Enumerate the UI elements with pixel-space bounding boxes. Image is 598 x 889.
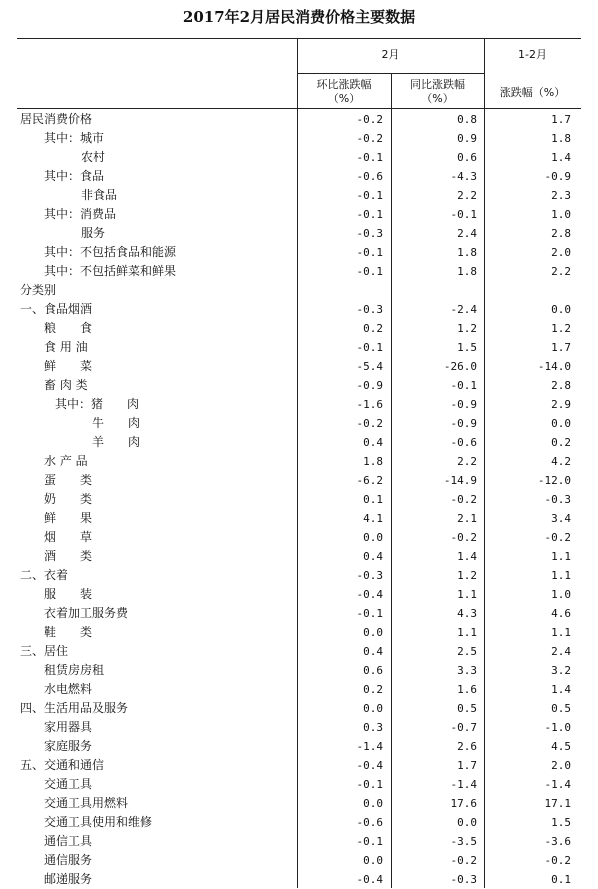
table-row [17,186,581,205]
row-ytd-value: -0.9 [544,170,571,183]
row-mom-value: 0.0 [363,797,383,810]
row-yoy-value: 1.2 [457,322,477,335]
row-label: 五、交通和通信 [20,758,105,772]
table-row [17,224,581,243]
row-yoy-value: -0.2 [450,493,477,506]
table-row [17,566,581,585]
row-yoy-value: 2.1 [457,512,477,525]
row-mom-value: 0.3 [363,721,383,734]
row-yoy-value: 0.6 [457,151,477,164]
row-label: 牛 肉 [92,416,141,430]
row-ytd-value: 1.2 [551,322,571,335]
table-row [17,205,581,224]
row-yoy-value: -0.1 [450,379,477,392]
row-mom-value: -0.1 [356,835,383,848]
row-ytd-value: -14.0 [537,360,571,373]
row-mom-value: 0.4 [363,550,383,563]
row-label: 其中：不包括鲜菜和鲜果 [44,264,177,278]
table-row [17,661,581,680]
row-ytd-value: 1.8 [551,132,571,145]
row-mom-value: -0.1 [356,607,383,620]
table-row [17,832,581,851]
row-yoy-value: 1.7 [457,759,477,772]
row-yoy-value: -0.2 [450,854,477,867]
row-ytd-value: 2.8 [551,379,571,392]
row-mom-value: -0.9 [356,379,383,392]
table-row [17,262,581,281]
header-yoy [391,78,484,106]
row-mom-value: 4.1 [363,512,383,525]
table-title: 2017年2月居民消费价格主要数据 [182,8,416,26]
row-yoy-value: 0.8 [457,113,477,126]
header-bottom-border [17,108,581,109]
row-mom-value: -0.6 [356,816,383,829]
row-ytd-value: -0.2 [544,854,571,867]
table-row [17,490,581,509]
row-ytd-value: -0.2 [544,531,571,544]
row-ytd-value: 1.7 [551,113,571,126]
row-yoy-value: 2.2 [457,189,477,202]
row-mom-value: 1.8 [363,455,383,468]
row-yoy-value: 1.8 [457,265,477,278]
row-mom-value: -0.1 [356,189,383,202]
row-label: 其中：食品 [44,169,105,183]
row-yoy-value: 1.1 [457,588,477,601]
table-row [17,737,581,756]
row-mom-value: 0.2 [363,683,383,696]
row-yoy-value: 1.8 [457,246,477,259]
row-ytd-value: 1.1 [551,626,571,639]
row-ytd-value: 2.0 [551,759,571,772]
row-mom-value: -1.6 [356,398,383,411]
row-yoy-value: 2.4 [457,227,477,240]
row-yoy-value: -14.9 [443,474,477,487]
row-yoy-value: -0.1 [450,208,477,221]
table-row [17,129,581,148]
row-ytd-value: -0.3 [544,493,571,506]
row-mom-value: -0.2 [356,417,383,430]
row-mom-value: 0.4 [363,645,383,658]
row-label: 羊 肉 [92,435,141,449]
row-yoy-value: -2.4 [450,303,477,316]
row-mom-value: 0.0 [363,854,383,867]
row-mom-value: -1.4 [356,740,383,753]
row-label: 食 用 油 [44,340,88,354]
table-row [17,300,581,319]
row-mom-value: -0.1 [356,151,383,164]
row-mom-value: -0.4 [356,873,383,886]
row-yoy-value: 1.5 [457,341,477,354]
table-row [17,376,581,395]
table-row [17,851,581,870]
row-label: 烟 草 [44,530,93,544]
table-row [17,699,581,718]
header-mom-line2: （%） [327,92,361,105]
table-row [17,338,581,357]
row-label: 蛋 类 [44,473,93,487]
table-row [17,718,581,737]
row-ytd-value: 2.9 [551,398,571,411]
table-row [17,680,581,699]
row-yoy-value: 2.6 [457,740,477,753]
table-row [17,794,581,813]
row-mom-value: 0.6 [363,664,383,677]
row-label: 水电燃料 [44,682,93,696]
row-label: 四、生活用品及服务 [20,701,129,715]
row-ytd-value: 4.5 [551,740,571,753]
row-ytd-value: 1.1 [551,550,571,563]
row-yoy-value: -0.9 [450,398,477,411]
row-yoy-value: 0.9 [457,132,477,145]
row-yoy-value: 1.1 [457,626,477,639]
table-row [17,319,581,338]
row-ytd-value: -1.4 [544,778,571,791]
row-ytd-value: 3.4 [551,512,571,525]
header-mom [297,78,391,106]
row-label: 交通工具用燃料 [44,796,129,810]
table-row [17,471,581,490]
row-mom-value: -0.1 [356,341,383,354]
row-label: 二、衣着 [20,568,69,582]
row-label: 水 产 品 [44,454,88,468]
table-row [17,813,581,832]
row-label: 鞋 类 [44,625,93,639]
row-label: 租赁房房租 [44,663,105,677]
row-mom-value: -5.4 [356,360,383,373]
table-row [17,281,581,300]
row-label: 其中：不包括食品和能源 [44,245,177,259]
table-row [17,243,581,262]
row-label: 通信服务 [44,853,93,867]
row-ytd-value: 2.0 [551,246,571,259]
row-yoy-value: 4.3 [457,607,477,620]
row-label: 鲜 果 [44,511,93,525]
row-yoy-value: 1.6 [457,683,477,696]
row-ytd-value: 0.0 [551,303,571,316]
row-label: 家庭服务 [44,739,93,753]
table-row [17,452,581,471]
row-label: 邮递服务 [44,872,93,886]
row-yoy-value: -0.2 [450,531,477,544]
row-yoy-value: -0.9 [450,417,477,430]
row-ytd-value: 1.4 [551,151,571,164]
row-ytd-value: 0.0 [551,417,571,430]
row-ytd-value: 1.0 [551,208,571,221]
row-yoy-value: 17.6 [450,797,477,810]
row-mom-value: 0.0 [363,626,383,639]
row-mom-value: -0.3 [356,227,383,240]
row-yoy-value: 0.0 [457,816,477,829]
row-mom-value: -0.2 [356,113,383,126]
row-label: 奶 类 [44,492,93,506]
row-ytd-value: 17.1 [544,797,571,810]
row-label: 居民消费价格 [20,112,93,126]
row-mom-value: -0.1 [356,246,383,259]
row-label: 交通工具 [44,777,93,791]
row-yoy-value: -3.5 [450,835,477,848]
row-ytd-value: 1.7 [551,341,571,354]
table-row [17,433,581,452]
row-mom-value: -0.6 [356,170,383,183]
row-ytd-value: 2.8 [551,227,571,240]
table-row [17,148,581,167]
table-row [17,642,581,661]
table-row [17,547,581,566]
row-label: 三、居住 [20,644,69,658]
row-label: 服 装 [44,587,93,601]
row-mom-value: -0.4 [356,588,383,601]
table-row [17,870,581,889]
row-yoy-value: 1.4 [457,550,477,563]
table-row [17,528,581,547]
row-label: 其中：消费品 [44,207,117,221]
header-ytd: 涨跌幅（%） [499,86,566,99]
row-label: 畜 肉 类 [44,378,88,392]
row-label: 酒 类 [44,549,93,563]
row-ytd-value: 2.3 [551,189,571,202]
row-ytd-value: 4.6 [551,607,571,620]
row-label: 农村 [81,150,106,164]
row-mom-value: -0.3 [356,303,383,316]
row-label: 衣着加工服务费 [44,606,129,620]
row-ytd-value: 1.0 [551,588,571,601]
table-row [17,775,581,794]
row-label: 一、食品烟酒 [20,302,93,316]
row-ytd-value: 3.2 [551,664,571,677]
row-ytd-value: 0.2 [551,436,571,449]
table-row [17,167,581,186]
row-yoy-value: -0.7 [450,721,477,734]
row-yoy-value: -26.0 [443,360,477,373]
row-ytd-value: 2.2 [551,265,571,278]
row-ytd-value: -1.0 [544,721,571,734]
row-ytd-value: 1.4 [551,683,571,696]
table-row [17,509,581,528]
table-row [17,357,581,376]
row-mom-value: -0.4 [356,759,383,772]
table-top-border [17,38,581,39]
row-ytd-value: 2.4 [551,645,571,658]
row-mom-value: 0.4 [363,436,383,449]
row-label: 服务 [81,226,106,240]
row-label: 分类别 [20,283,57,297]
row-yoy-value: -0.6 [450,436,477,449]
row-ytd-value: 1.5 [551,816,571,829]
header-yoy-line2: （%） [421,92,454,105]
row-mom-value: 0.0 [363,702,383,715]
row-label: 其中：猪 肉 [55,397,140,411]
row-yoy-value: 2.5 [457,645,477,658]
row-mom-value: 0.2 [363,322,383,335]
row-yoy-value: 0.5 [457,702,477,715]
row-label: 粮 食 [44,321,93,335]
row-label: 家用器具 [44,720,93,734]
table-row [17,414,581,433]
row-mom-value: 0.1 [363,493,383,506]
table-row [17,604,581,623]
row-mom-value: -0.1 [356,265,383,278]
table-row [17,756,581,775]
table-row [17,623,581,642]
row-yoy-value: 3.3 [457,664,477,677]
table-row [17,110,581,129]
row-ytd-value: 0.1 [551,873,571,886]
row-yoy-value: -1.4 [450,778,477,791]
row-mom-value: 0.0 [363,531,383,544]
table-row [17,395,581,414]
row-mom-value: -0.2 [356,132,383,145]
row-ytd-value: 1.1 [551,569,571,582]
row-yoy-value: 2.2 [457,455,477,468]
row-label: 非食品 [81,188,118,202]
header-feb: 2月 [381,48,400,61]
row-label: 鲜 菜 [44,359,93,373]
row-ytd-value: -12.0 [537,474,571,487]
row-ytd-value: -3.6 [544,835,571,848]
row-yoy-value: -0.3 [450,873,477,886]
row-yoy-value: -4.3 [450,170,477,183]
row-mom-value: -6.2 [356,474,383,487]
row-mom-value: -0.1 [356,778,383,791]
row-ytd-value: 0.5 [551,702,571,715]
row-label: 通信工具 [44,834,93,848]
row-mom-value: -0.1 [356,208,383,221]
header-mom-line1: 环比涨跌幅 [316,78,372,91]
row-label: 其中：城市 [44,131,105,145]
table-row [17,585,581,604]
header-yoy-line1: 同比涨跌幅 [410,78,465,91]
row-ytd-value: 4.2 [551,455,571,468]
row-mom-value: -0.3 [356,569,383,582]
header-jan-feb: 1-2月 [518,48,547,61]
row-label: 交通工具使用和维修 [44,815,153,829]
row-yoy-value: 1.2 [457,569,477,582]
